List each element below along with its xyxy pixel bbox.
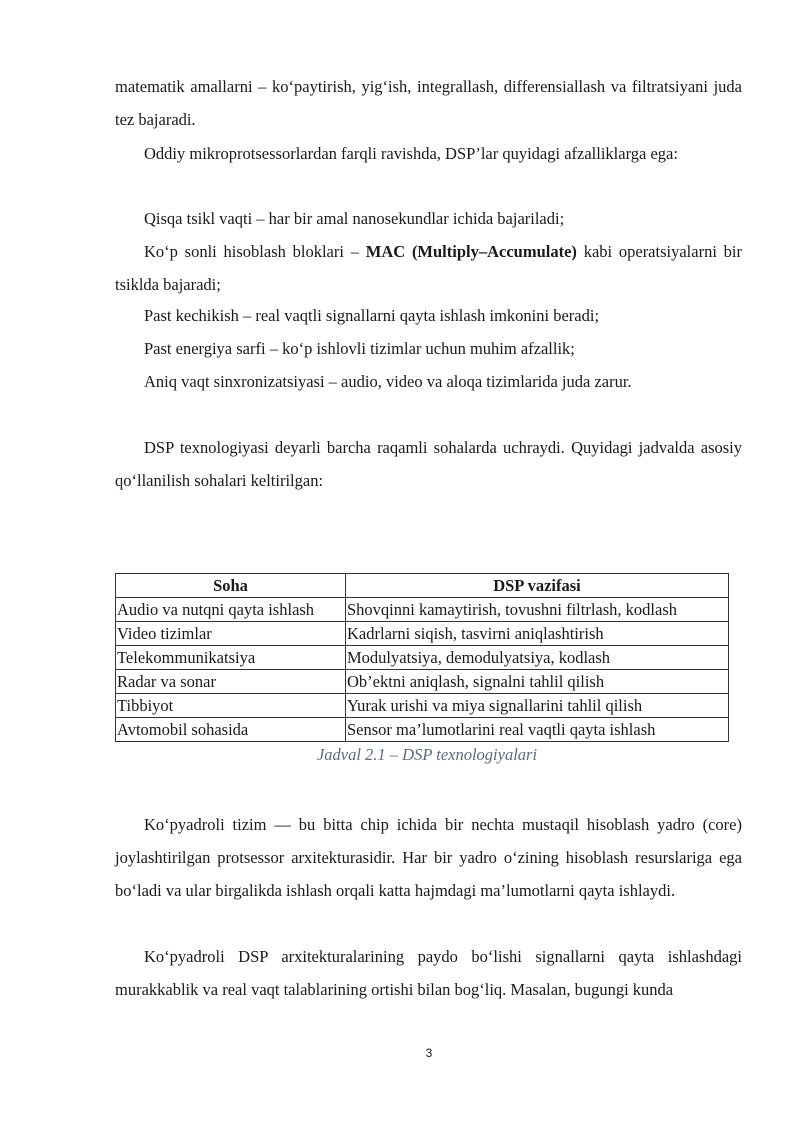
mac-bold-term: MAC (Multiply–Accumulate) xyxy=(365,242,577,261)
paragraph-advantages: Oddiy mikroprotsessorlardan farqli ravishda, DSP’lar quyidagi afzalliklarga ega: xyxy=(144,144,678,163)
table-cell-soha: Tibbiyot xyxy=(116,694,346,718)
table-caption: Jadval 2.1 – DSP texnologiyalari xyxy=(316,745,538,764)
paragraph-intro: matematik amallarni – ko‘paytirish, yig‘ish, integrallash, differensiallash va filtratsiyani juda tez bajaradi. xyxy=(115,77,742,129)
mac-text-after: kabi operatsiyalarni bir tsiklda bajaradi; xyxy=(115,242,743,294)
table-row xyxy=(116,598,729,622)
table-cell-vazifa: Shovqinni kamaytirish, tovushni filtrlash, kodlash xyxy=(346,598,729,622)
table-header-soha: Soha xyxy=(116,574,346,598)
dsp-applications-table xyxy=(115,573,729,742)
paragraph-table-intro: DSP texnologiyasi deyarli barcha raqamli sohalarda uchraydi. Quyidagi jadvalda asosiy qo‘llanilish sohalari keltirilgan: xyxy=(115,438,742,490)
table-cell-soha: Audio va nutqni qayta ishlash xyxy=(116,598,346,622)
page-number: 3 xyxy=(425,1046,433,1060)
paragraph-multicore-dsp: Ko‘pyadroli DSP arxitekturalarining paydo bo‘lishi signallarni qayta ishlashdagi murakkablik va real vaqt talablarining ortishi bilan bog‘liq. Masalan, bugungi kunda xyxy=(115,947,742,999)
table-cell-vazifa: Modulyatsiya, demodulyatsiya, kodlash xyxy=(346,646,729,670)
table-cell-soha: Avtomobil sohasida xyxy=(116,718,346,742)
table-row xyxy=(116,622,729,646)
list-item-low-power: Past energiya sarfi – ko‘p ishlovli tizimlar uchun muhim afzallik; xyxy=(144,339,575,358)
table-cell-soha: Video tizimlar xyxy=(116,622,346,646)
paragraph-multicore-definition: Ko‘pyadroli tizim — bu bitta chip ichida bir nechta mustaqil hisoblash yadro (core) joylashtirilgan protsessor arxitekturasidir. Har bir yadro o‘zining hisoblash resurslariga ega bo‘ladi va ular birgalikda ishlash orqali katta hajmdagi ma’lumotlarni qayta ishlaydi. xyxy=(115,815,742,900)
table-cell-vazifa: Sensor ma’lumotlarini real vaqtli qayta ishlash xyxy=(346,718,729,742)
table-header-row xyxy=(116,574,729,598)
mac-text-before: Ko‘p sonli hisoblash bloklari – xyxy=(144,242,366,261)
table-row xyxy=(116,670,729,694)
list-item-time-sync: Aniq vaqt sinxronizatsiyasi – audio, video va aloqa tizimlarida juda zarur. xyxy=(144,372,632,391)
table-cell-vazifa: Kadrlarni siqish, tasvirni aniqlashtirish xyxy=(346,622,729,646)
table-row xyxy=(116,718,729,742)
list-item-mac-units xyxy=(115,235,742,301)
list-item-cycle-time: Qisqa tsikl vaqti – har bir amal nanosekundlar ichida bajariladi; xyxy=(144,209,565,228)
table-header-vazifa: DSP vazifasi xyxy=(346,574,729,598)
table-row xyxy=(116,694,729,718)
table-cell-vazifa: Yurak urishi va miya signallarini tahlil qilish xyxy=(346,694,729,718)
table-cell-vazifa: Ob’ektni aniqlash, signalni tahlil qilish xyxy=(346,670,729,694)
table-cell-soha: Telekommunikatsiya xyxy=(116,646,346,670)
table-cell-soha: Radar va sonar xyxy=(116,670,346,694)
list-item-low-latency: Past kechikish – real vaqtli signallarni qayta ishlash imkonini beradi; xyxy=(144,306,600,325)
table-row xyxy=(116,646,729,670)
